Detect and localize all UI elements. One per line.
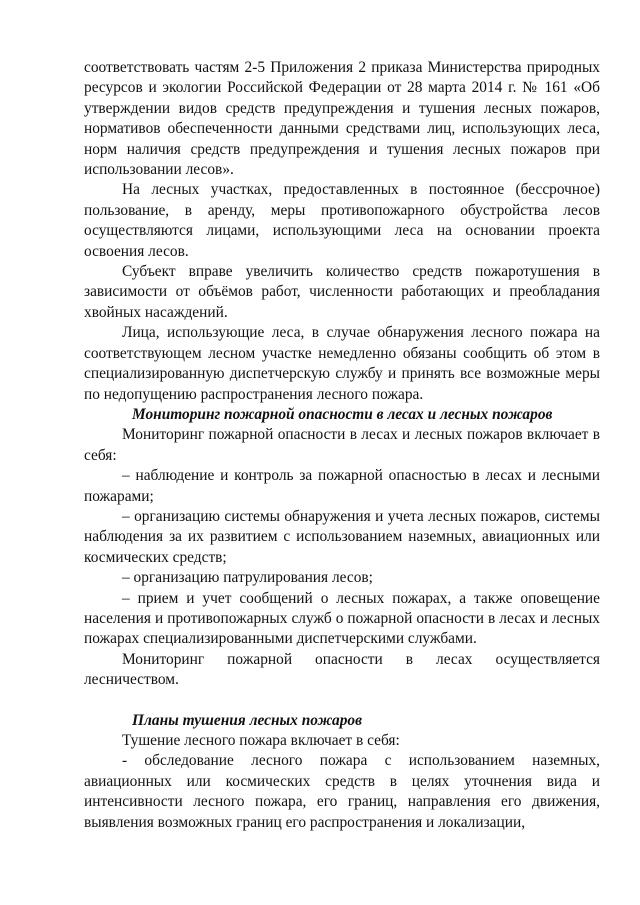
paragraph-order-reference: соответствовать частям 2-5 Приложения 2 приказа Министерства природных ресурсов и экологии Российской Федерации от 28 марта 2014 г. № 161 «Об утверждении видов средств предупреждения и тушения лесных пожаров, нормативов обеспеченности данными средствами лиц, использующих леса, норм наличия средств предупреждения и тушения лесных пожаров при использовании лесов». bbox=[84, 59, 600, 179]
paragraph-monitoring-forestry: Мониторинг пожарной опасности в лесах осуществляется лесничеством. bbox=[84, 650, 600, 689]
list-item-patrolling: – организацию патрулирования лесов; bbox=[122, 569, 373, 587]
list-item-reports: – прием и учет сообщений о лесных пожарах, а также оповещение населения и противопожарных служб о пожарной опасности в лесах и лесных пожарах специализированными диспетчерскими службами. bbox=[84, 589, 600, 648]
paragraph-monitoring-intro: Мониторинг пожарной опасности в лесах и лесных пожаров включает в себя: bbox=[84, 426, 600, 464]
list-item-observation: – наблюдение и контроль за пожарной опасностью в лесах и лесными пожарами; bbox=[84, 467, 600, 505]
paragraph-increase-means: Субъект вправе увеличить количество средств пожаротушения в зависимости от объёмов работ, численности работающих и преобладания хвойных насаждений. bbox=[84, 263, 600, 321]
paragraph-extinguishing-intro: Тушение лесного пожара включает в себя: bbox=[122, 732, 400, 749]
document-page bbox=[84, 58, 600, 833]
section-heading-monitoring: Мониторинг пожарной опасности в лесах и лесных пожаров bbox=[132, 405, 553, 423]
paragraph-fire-detection-duty: Лица, использующие леса, в случае обнаружения лесного пожара на соответствующем лесном участке немедленно обязаны сообщить об этом в специализированную диспетчерскую службу и принять все возможные меры по недопущению распространения лесного пожара. bbox=[84, 324, 600, 403]
paragraph-leased-plots: На лесных участках, предоставленных в постоянное (бессрочное) пользование, в аренду, меры противопожарного обустройства лесов осуществляются лицами, использующими леса на основании проекта освоения лесов. bbox=[84, 181, 600, 260]
list-item-fire-survey: - обследование лесного пожара с использованием наземных, авиационных или космических средств в целях уточнения вида и интенсивности лесного пожара, его границ, направления его движения, выявления возможных границ его распространения и локализации, bbox=[84, 752, 600, 831]
section-spacer bbox=[84, 691, 600, 711]
list-item-detection-system: – организацию системы обнаружения и учета лесных пожаров, системы наблюдения за их развитием с использованием наземных, авиационных или космических средств; bbox=[84, 507, 600, 566]
section-heading-fire-plans: Планы тушения лесных пожаров bbox=[132, 711, 362, 729]
